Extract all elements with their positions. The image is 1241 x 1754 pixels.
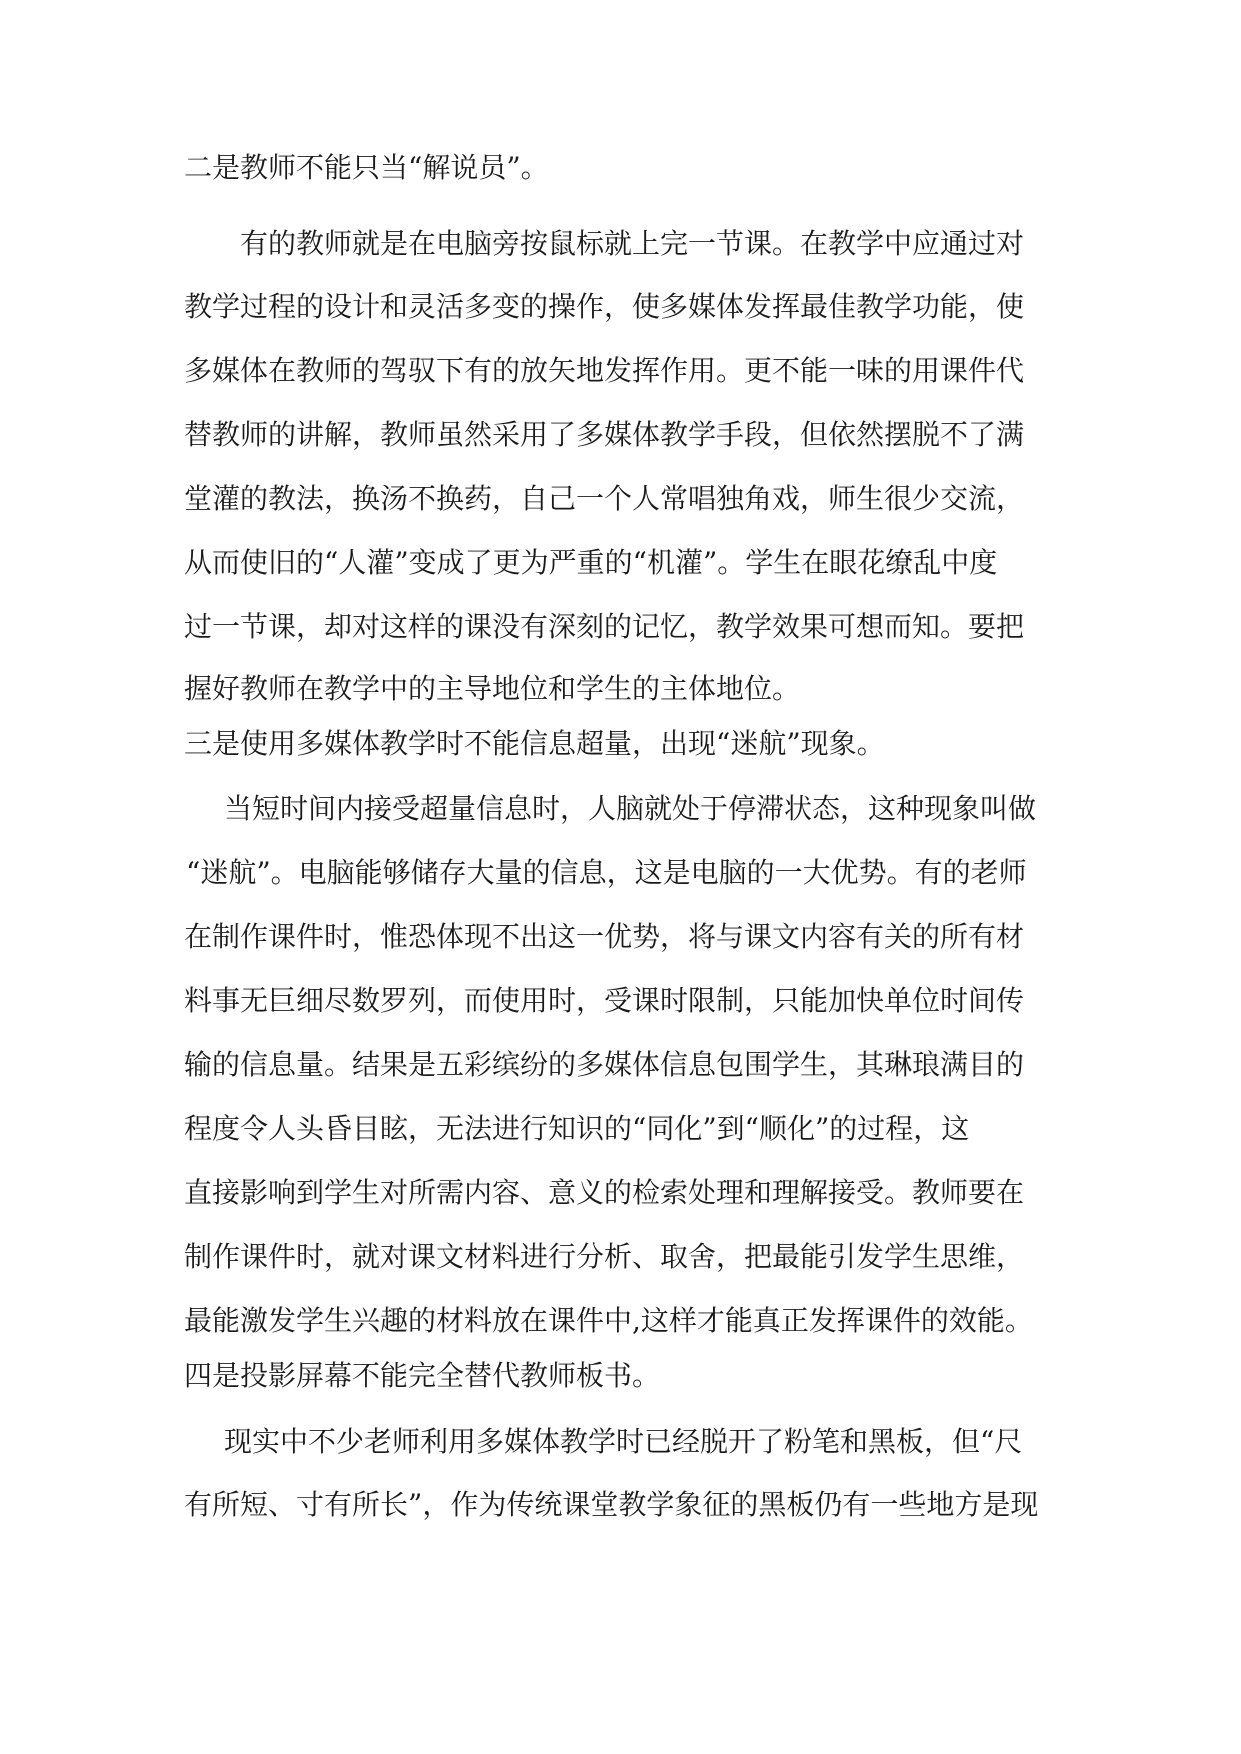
paragraph-line: 现实中不少老师利用多媒体教学时已经脱开了粉笔和黑板，但“尺 (224, 1425, 1023, 1458)
paragraph-line: 堂灌的教法，换汤不换药，自己一个人常唱独角戏，师生很少交流， (184, 482, 1025, 515)
paragraph-line: 握好教师在教学中的主导地位和学生的主体地位。 (184, 672, 801, 705)
paragraph-line: 直接影响到学生对所需内容、意义的检索处理和理解接受。教师要在 (184, 1176, 1025, 1209)
paragraph-line: 从而使旧的“人灌”变成了更为严重的“机灌”。学生在眼花缭乱中度 (184, 546, 998, 579)
paragraph-line: 程度令人头昏目眩，无法进行知识的“同化”到“顺化”的过程，这 (184, 1112, 970, 1145)
paragraph-line: 制作课件时，就对课文材料进行分析、取舍，把最能引发学生思维， (184, 1240, 1025, 1273)
heading-line: 四是投影屏幕不能完全替代教师板书。 (184, 1359, 661, 1392)
paragraph-line: 多媒体在教师的驾驭下有的放矢地发挥作用。更不能一味的用课件代 (184, 354, 1025, 387)
paragraph-line: 教学过程的设计和灵活多变的操作，使多媒体发挥最佳教学功能，使 (184, 290, 1025, 323)
heading-line: 二是教师不能只当“解说员”。 (184, 151, 549, 184)
paragraph-line: 在制作课件时，惟恐体现不出这一优势，将与课文内容有关的所有材 (184, 920, 1025, 953)
paragraph-line: 过一节课，却对这样的课没有深刻的记忆，教学效果可想而知。要把 (184, 610, 1025, 643)
paragraph-line: 有所短、寸有所长”，作为传统课堂教学象征的黑板仍有一些地方是现 (184, 1488, 1039, 1521)
heading-line: 三是使用多媒体教学时不能信息超量，出现“迷航”现象。 (184, 727, 885, 760)
paragraph-line: “迷航”。电脑能够储存大量的信息，这是电脑的一大优势。有的老师 (186, 856, 1027, 889)
paragraph-line: 最能激发学生兴趣的材料放在课件中,这样才能真正发挥课件的效能。 (184, 1304, 1033, 1337)
paragraph-line: 当短时间内接受超量信息时，人脑就处于停滞状态，这种现象叫做 (224, 792, 1037, 825)
paragraph-line: 有的教师就是在电脑旁按鼠标就上完一节课。在教学中应通过对 (240, 227, 1025, 260)
paragraph-line: 输的信息量。结果是五彩缤纷的多媒体信息包围学生，其琳琅满目的 (184, 1048, 1025, 1081)
paragraph-line: 替教师的讲解，教师虽然采用了多媒体教学手段，但依然摆脱不了满 (184, 418, 1025, 451)
paragraph-line: 料事无巨细尽数罗列，而使用时，受课时限制，只能加快单位时间传 (184, 984, 1025, 1017)
